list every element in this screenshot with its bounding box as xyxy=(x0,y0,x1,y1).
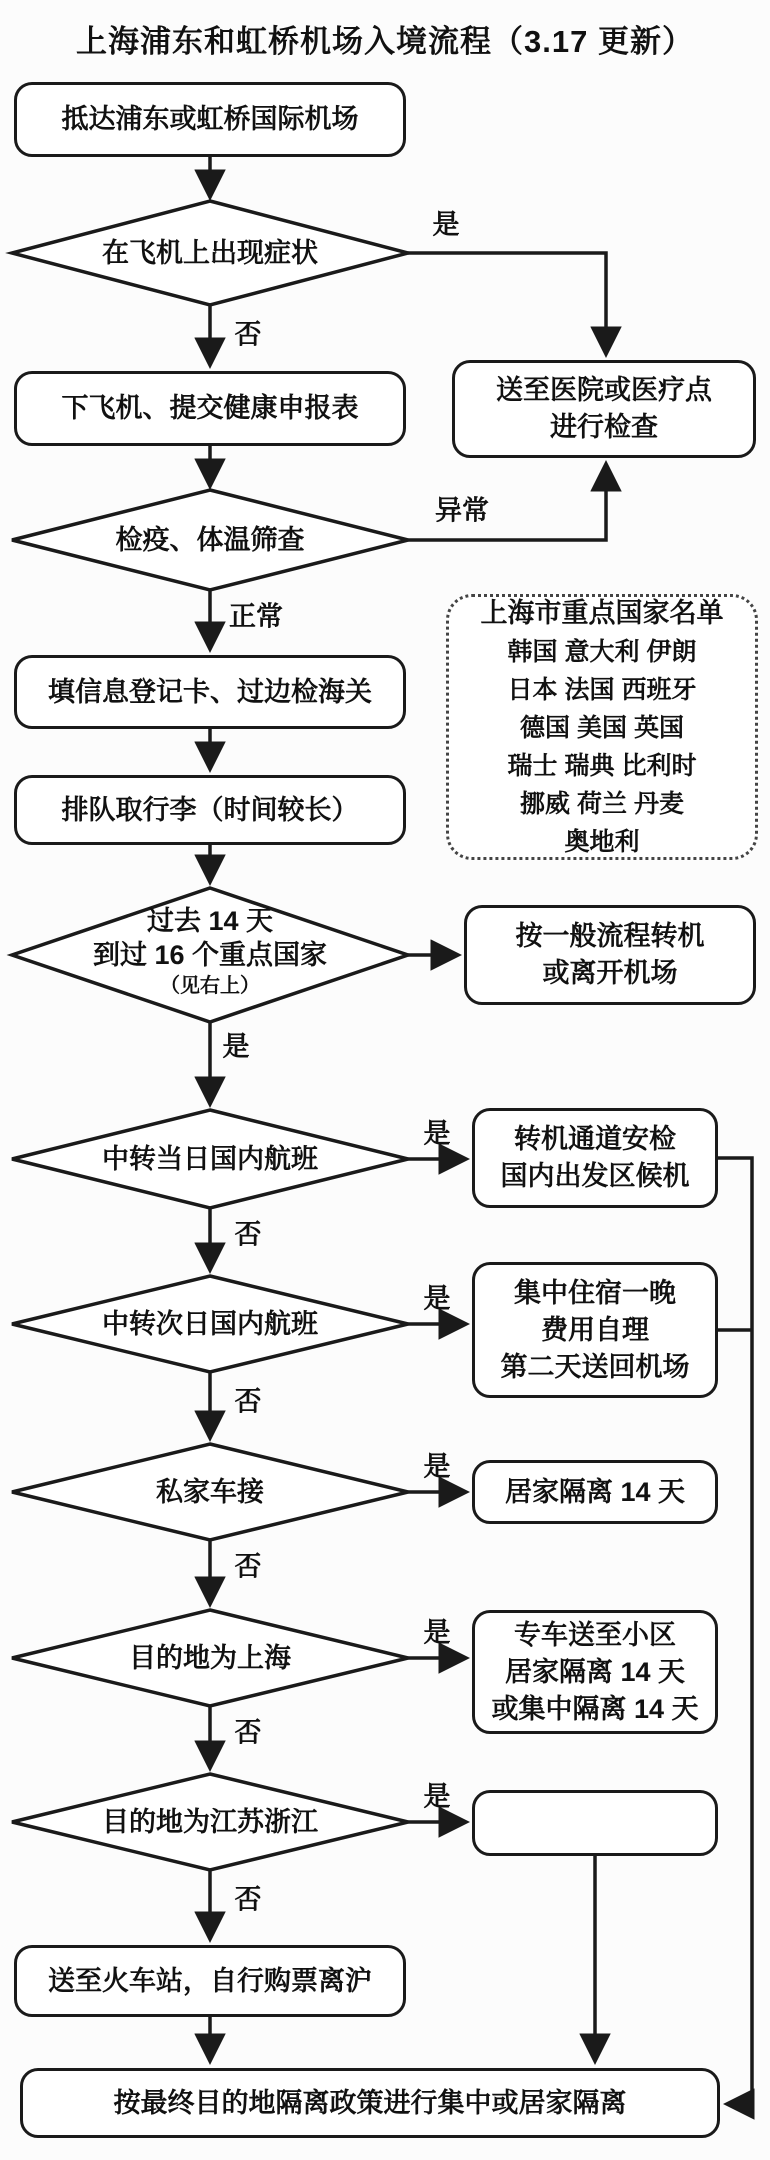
key-country-list-note xyxy=(446,594,758,860)
edge-label-yes: 是 xyxy=(423,1781,451,1812)
node-text: 国内出发区候机 xyxy=(500,1161,690,1191)
decision-same-day-flight-label: 中转当日国内航班 xyxy=(102,1144,318,1174)
page-title: 上海浦东和虹桥机场入境流程（3.17 更新） xyxy=(76,24,694,59)
decision-text-small: （见右上） xyxy=(159,975,260,997)
node-text: 填信息登记卡、过边检海关 xyxy=(48,676,372,707)
node-text: 集中住宿一晚 xyxy=(514,1277,676,1308)
node-text: 居家隔离 14 天 xyxy=(504,1476,686,1507)
node-hotel-one-night xyxy=(472,1262,718,1398)
node-text: 排队取行李（时间较长） xyxy=(61,794,359,825)
node-text: 费用自理 xyxy=(541,1314,649,1345)
node-home-quarantine xyxy=(472,1460,718,1524)
node-hospital-check xyxy=(452,360,756,458)
edge-label-no: 否 xyxy=(234,1884,262,1915)
node-baggage-claim xyxy=(14,775,406,845)
note-line: 韩国 意大利 伊朗 xyxy=(507,638,697,666)
node-transfer-channel xyxy=(472,1108,718,1208)
node-text: 居家隔离 14 天 xyxy=(504,1656,686,1687)
node-text: 第二天送回机场 xyxy=(500,1351,690,1382)
node-text: 专车送至小区 xyxy=(514,1619,676,1650)
edge-label-yes: 是 xyxy=(423,1118,451,1149)
node-text: 送至医院或医疗点 xyxy=(496,375,712,405)
node-text: 进行检查 xyxy=(550,412,658,442)
edge-label-no: 否 xyxy=(234,1386,262,1417)
edge-label-yes: 是 xyxy=(423,1283,451,1314)
note-line: 德国 美国 英国 xyxy=(520,714,684,742)
node-text: 按一般流程转机 xyxy=(515,921,705,951)
decision-dest-jszj-label: 目的地为江苏浙江 xyxy=(102,1807,318,1837)
node-normal-transfer xyxy=(464,905,756,1005)
note-line: 日本 法国 西班牙 xyxy=(507,676,697,704)
edge-label-abnormal: 异常 xyxy=(435,495,489,526)
decision-dest-shanghai-label: 目的地为上海 xyxy=(129,1643,291,1673)
node-text: 按最终目的地隔离政策进行集中或居家隔离 xyxy=(113,2087,627,2118)
node-text: 送至火车站，自行购票离沪 xyxy=(48,1965,372,1996)
decision-symptom-label: 在飞机上出现症状 xyxy=(102,238,318,268)
node-arrive-airport xyxy=(14,82,406,157)
note-title: 上海市重点国家名单 xyxy=(480,598,724,628)
decision-text: 过去 14 天 xyxy=(146,906,274,936)
node-deplane-health-form xyxy=(14,371,406,446)
edge-label-no: 否 xyxy=(234,1219,262,1250)
node-car-to-community xyxy=(472,1610,718,1734)
decision-private-car-label: 私家车接 xyxy=(156,1477,264,1507)
edge-label-yes: 是 xyxy=(222,1031,250,1062)
decision-text: 到过 16 个重点国家 xyxy=(92,940,328,970)
decision-visited-countries-label xyxy=(93,904,327,1000)
node-final-quarantine-policy xyxy=(20,2068,720,2138)
note-line: 瑞士 瑞典 比利时 xyxy=(507,752,697,780)
node-text: 或集中隔离 14 天 xyxy=(491,1693,699,1724)
note-line: 奥地利 xyxy=(564,828,640,856)
node-car-to-destination xyxy=(472,1790,718,1856)
node-text: 抵达浦东或虹桥国际机场 xyxy=(61,104,359,134)
node-text: 下飞机、提交健康申报表 xyxy=(61,393,359,423)
edge-label-yes: 是 xyxy=(423,1617,451,1648)
decision-next-day-flight-label: 中转次日国内航班 xyxy=(102,1309,318,1339)
node-text: 转机通道安检 xyxy=(514,1124,676,1154)
edge-label-no: 否 xyxy=(234,1717,262,1748)
node-register-immigration xyxy=(14,655,406,729)
edge-label-no: 否 xyxy=(234,1551,262,1582)
node-train-station xyxy=(14,1945,406,2017)
decision-quarantine-check-label: 检疫、体温筛查 xyxy=(115,525,305,555)
edge-label-yes: 是 xyxy=(423,1451,451,1482)
node-text: 或离开机场 xyxy=(542,958,678,988)
edge-label-normal: 正常 xyxy=(229,601,283,632)
edge-label-no: 否 xyxy=(234,319,262,350)
edge-label-yes: 是 xyxy=(432,209,460,240)
note-line: 挪威 荷兰 丹麦 xyxy=(520,790,684,818)
